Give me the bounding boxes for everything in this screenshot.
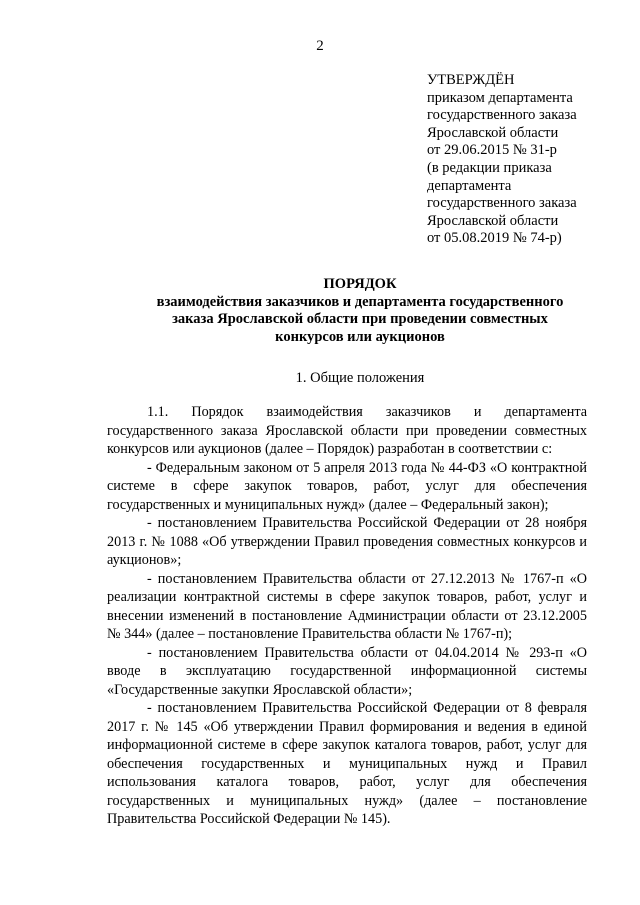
paragraph-federal-law: - Федеральным законом от 5 апреля 2013 года № 44-ФЗ «О контрактной системе в сфере закупок товаров, работ, услуг для обеспечения государственных и муниципальных нужд» (далее – Федеральный закон); [107,459,587,513]
document-body [107,403,587,829]
approval-line: Ярославской области [427,212,559,229]
document-title [80,276,640,346]
approval-line: государственного заказа [427,107,577,124]
approval-line: от 05.08.2019 № 74-р) [427,230,562,247]
approval-line: (в редакции приказа [427,159,552,176]
paragraph-resolution-293: - постановлением Правительства области от 04.04.2014 № 293-п «О вводе в эксплуатацию государственной информационной системы «Государственные закупки Ярославской области»; [107,644,587,698]
title-subtitle-line: заказа Ярославской области при проведении совместных [172,311,548,328]
approval-stamp [427,72,627,248]
section-heading: 1. Общие положения [295,370,425,386]
title-subtitle-line: взаимодействия заказчиков и департамента государственного [156,293,564,310]
paragraph-resolution-1088: - постановлением Правительства Российской Федерации от 28 ноября 2013 г. № 1088 «Об утверждении Правил проведения совместных конкурсов и аукционов»; [107,515,587,568]
approval-line: приказом департамента [427,89,573,106]
approval-line: УТВЕРЖДЁН [427,72,515,88]
approval-line: от 29.06.2015 № 31-р [427,142,557,159]
title-subtitle-line: конкурсов или аукционов [275,328,445,345]
approval-line: государственного заказа [427,195,577,212]
title-main: ПОРЯДОК [323,276,397,292]
approval-line: департамента [427,177,512,194]
paragraph-resolution-1767: - постановлением Правительства области от 27.12.2013 № 1767-п «О реализации контрактной системы в сфере закупок товаров, работ, услуг и внесении изменений в постановление Администрации области от 23.12.2005 № 344» (далее – постановление Правительства области № 1767-п); [107,570,587,642]
approval-line: Ярославской области [427,124,559,141]
paragraph-1-1: 1.1. Порядок взаимодействия заказчиков и департамента государственного заказа Ярославской области при проведении совместных конкурсов или аукционов (далее – Порядок) разработан в соответствии с: [107,404,587,457]
paragraph-resolution-145: - постановлением Правительства Российской Федерации от 8 февраля 2017 г. № 145 «Об утверждении Правил формирования и ведения в единой информационной системе в сфере закупок каталога товаров, работ, услуг для обеспечения государственных и муниципальных нужд и Правил использования каталога товаров, работ, услуг для обеспечения государственных и муниципальных нужд» (далее – постановление Правительства Российской Федерации № 145). [107,700,587,827]
page-number: 2 [316,38,324,54]
